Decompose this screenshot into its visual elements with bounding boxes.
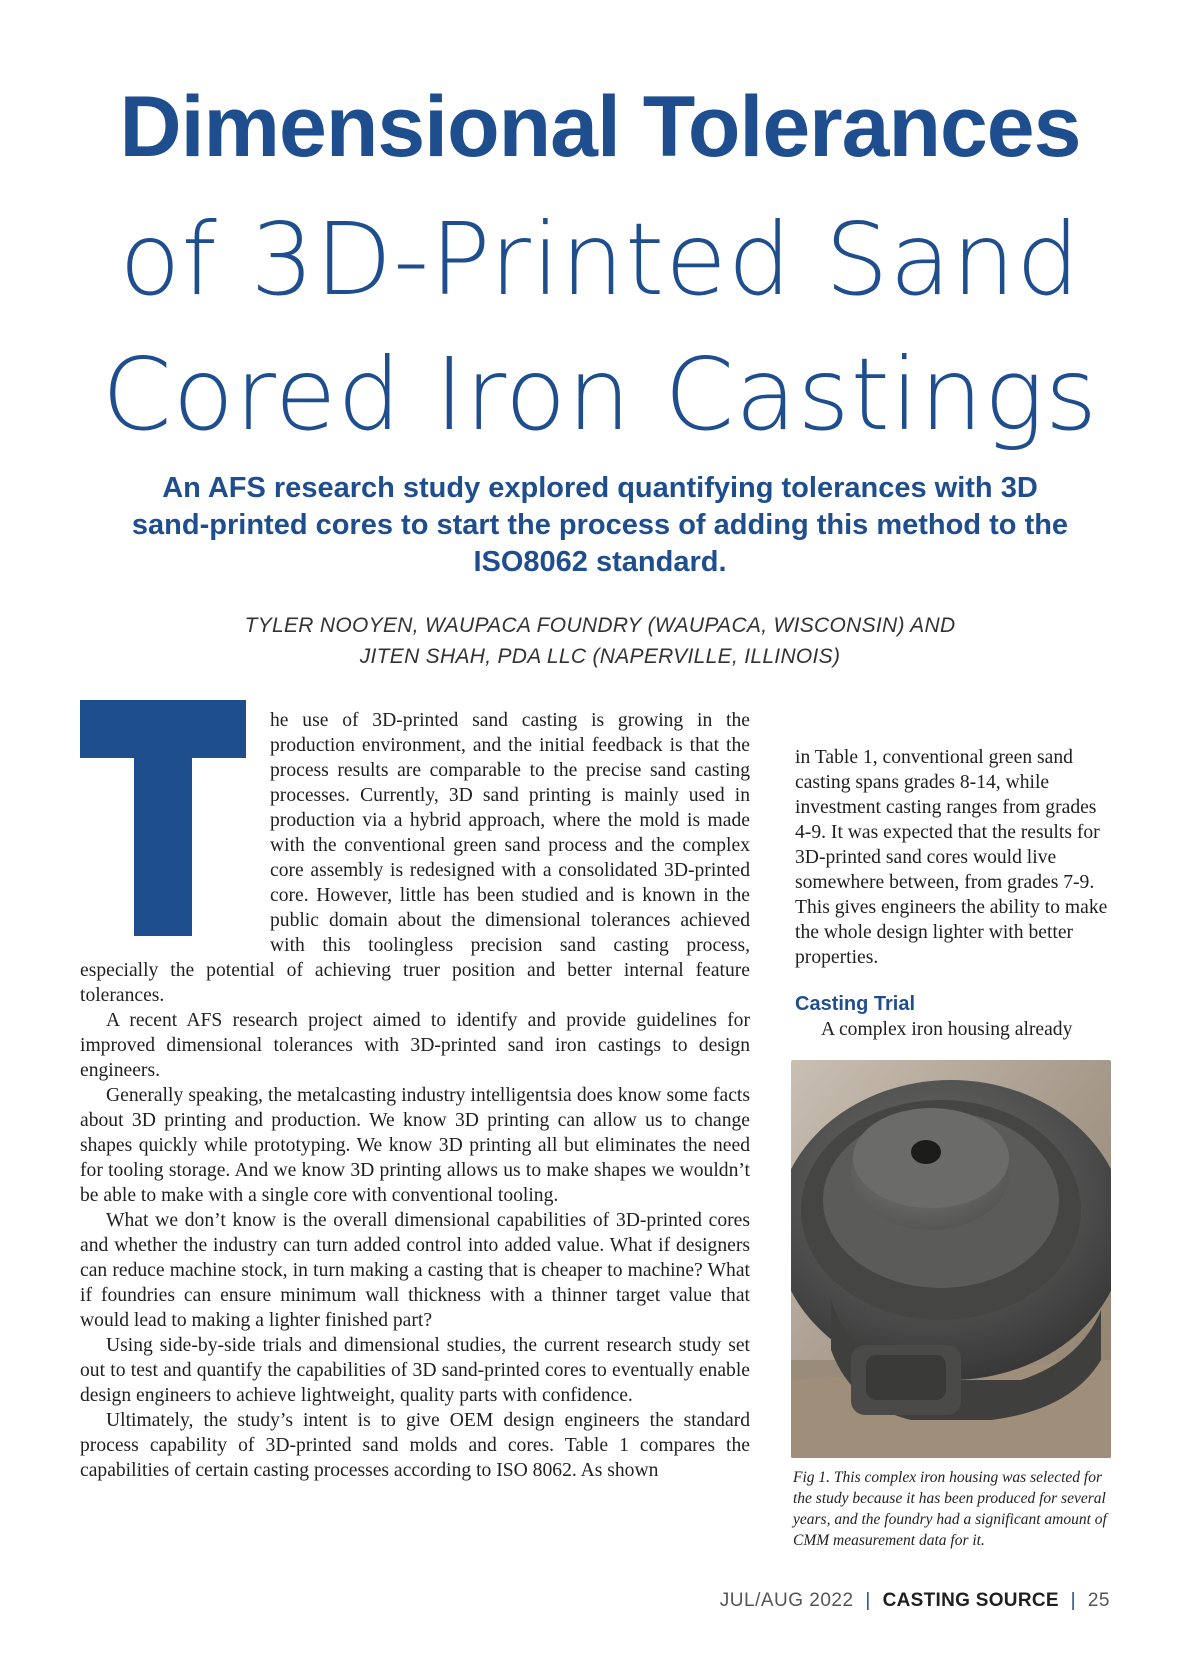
issue-date: JUL/AUG 2022 bbox=[719, 1590, 854, 1611]
author-line-1: TYLER NOOYEN, WAUPACA FOUNDRY (WAUPACA, WISCONSIN) AND bbox=[244, 614, 956, 637]
section-paragraph: A complex iron housing already bbox=[821, 1019, 1073, 1040]
title-line-1: Dimensional Tolerances bbox=[119, 79, 1081, 175]
paragraph-1: he use of 3D-printed sand casting is growing in the production environment, and the initial feedback is that the process results are comparable to the precise sand casting processes. Currently, 3D sand printing is mainly used in production via a hybrid approach, where the mold is made with the conventional green sand process and the complex core assembly is redesigned with a consolidated 3D-printed core. However, little has been studied and is known in the public domain about the dimensional tolerances achieved with this toolingless precision sand casting process, especially the potential of achieving truer position and better internal feature tolerances. bbox=[80, 710, 750, 1006]
article-subtitle: An AFS research study explored quantifying tolerances with 3D sand-printed cores to start the process of adding this method to the ISO8062 standard. bbox=[131, 472, 1069, 578]
iron-housing-image bbox=[791, 1060, 1111, 1458]
drop-cap-letter: T bbox=[159, 842, 167, 853]
paragraph-5: Using side-by-side trials and dimensional studies, the current research study set out to test and quantify the capabilities of 3D sand-printed cores to eventually enable design engineers to achieve lightweight, quality parts with confidence. bbox=[80, 1335, 750, 1406]
page-footer bbox=[720, 1590, 1110, 1612]
footer-separator-2: | bbox=[1070, 1590, 1077, 1611]
paragraph-6: Ultimately, the study’s intent is to give OEM design engineers the standard process capability of 3D-printed sand molds and cores. Table 1 compares the capabilities of certain casting processes according to ISO 8062. As shown bbox=[80, 1410, 750, 1481]
right-column-paragraph: in Table 1, conventional green sand casting spans grades 8-14, while investment casting ranges from grades 4-9. It was expected that the results for 3D-printed sand cores would live somewhere between, from grades 7-9. This gives engineers the ability to make the whole design lighter with better properties. bbox=[795, 747, 1108, 968]
title-line-3: Cored Iron Castings bbox=[101, 336, 1099, 453]
drop-cap-glyph bbox=[80, 700, 248, 940]
section-heading: Casting Trial bbox=[795, 993, 916, 1015]
footer-separator-1: | bbox=[865, 1590, 871, 1611]
figure-caption: Fig 1. This complex iron housing was selected for the study because it has been produced for several years, and the foundry had a significant amount of CMM measurement data for it. bbox=[793, 1469, 1107, 1549]
paragraph-4: What we don’t know is the overall dimensional capabilities of 3D-printed cores and whether the industry can turn added control into added value. What if designers can reduce machine stock, in turn making a casting that is cheaper to machine? What if foundries can ensure minimum wall thickness with a thinner target value that would lead to making a lighter finished part? bbox=[80, 1210, 750, 1331]
publication-name: CASTING SOURCE bbox=[882, 1590, 1059, 1611]
article-right-column bbox=[795, 745, 1110, 1042]
title-line-2: of 3D-Printed Sand bbox=[119, 201, 1081, 318]
article-left-column bbox=[80, 700, 750, 1483]
paragraph-3: Generally speaking, the metalcasting industry intelligentsia does know some facts about 3D printing and production. We know 3D printing can allow us to change shapes quickly while prototyping. We know 3D printing all but eliminates the need for tooling storage. And we know 3D printing allows us to make shapes we wouldn’t be able to make with a single core with conventional tooling. bbox=[80, 1085, 750, 1206]
drop-cap bbox=[80, 700, 248, 950]
author-byline bbox=[150, 610, 1050, 672]
page-number: 25 bbox=[1087, 1590, 1110, 1611]
paragraph-2: A recent AFS research project aimed to identify and provide guidelines for improved dimensional tolerances with 3D-printed sand iron castings to design engineers. bbox=[80, 1010, 750, 1081]
casting-photo bbox=[791, 1060, 1111, 1458]
author-line-2: JITEN SHAH, PDA LLC (NAPERVILLE, ILLINOIS) bbox=[359, 645, 841, 668]
